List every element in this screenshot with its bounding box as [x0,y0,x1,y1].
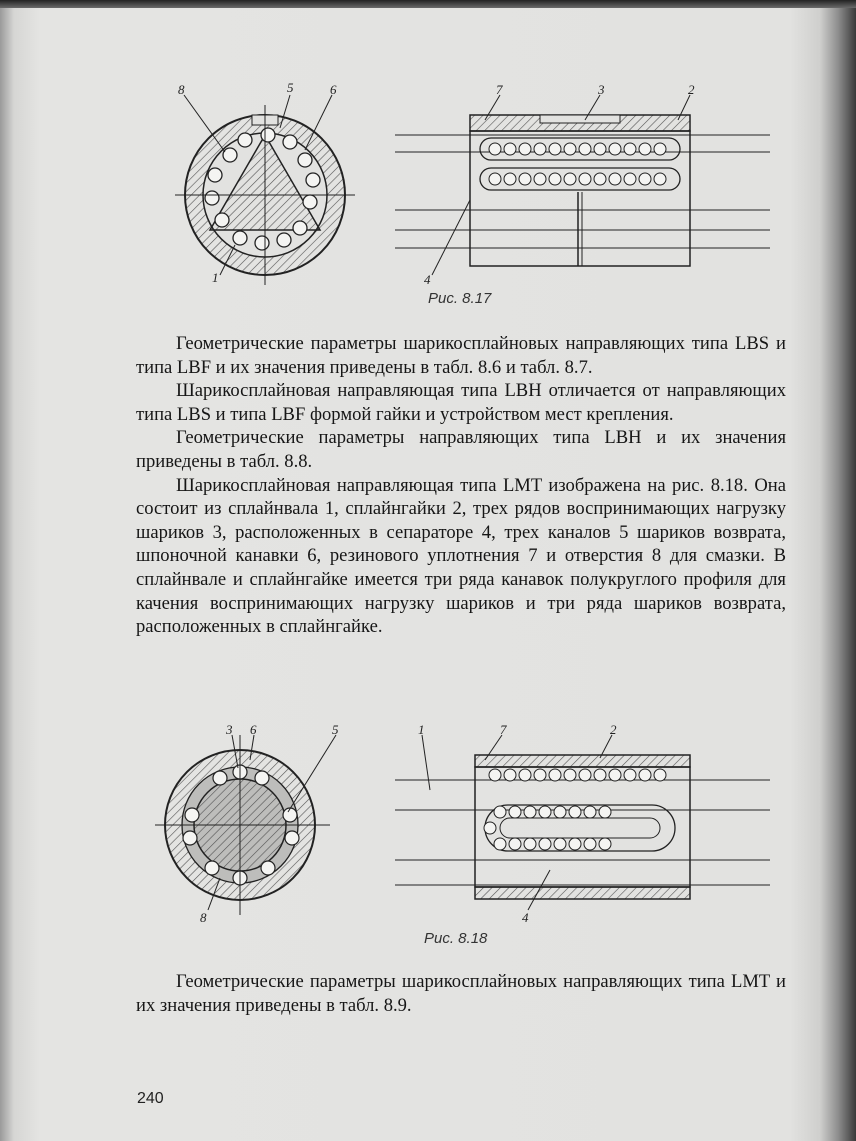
paragraph-4: Шарикосплайновая направляющая типа LMT изображена на рис. 8.18. Она состоит из сплайнвала 1, сплайнгайки 2, трех рядов воспринимающих нагрузку шариков 3, расположенных в сепараторе 4, трех каналов 5 шариков возврата, шпоночной канавки 6, резинового уплотнения 7 и отверстия 8 для смазки. В сплайнвале и сплайнгайке имеется три ряда канавок полукруглого профиля для качения воспринимающих нагрузку шариков и три ряда шариков возврата, расположенных в сплайнгайке. [136,474,786,638]
paragraph-5: Геометрические параметры шарикосплайновых направляющих типа LMT и их значения приведены в табл. 8.9. [136,971,786,1016]
callout-6: 6 [330,82,337,97]
cross-section-8-17 [175,80,355,285]
longitudinal-view-8-17 [395,82,770,287]
callout-3: 3 [598,82,605,97]
longitudinal-view-8-18 [395,722,770,925]
callout-4: 4 [522,910,529,925]
figure-caption-8-18: Рис. 8.18 [424,930,488,947]
callout-3: 3 [226,722,233,737]
figure-8-18-drawing [150,720,790,930]
callout-1: 1 [212,270,219,285]
paragraph-3: Геометрические параметры направляющих типа LBH и их значения приведены в табл. 8.8. [136,427,786,472]
callout-8: 8 [178,82,185,97]
callout-8: 8 [200,910,207,925]
callout-7: 7 [500,722,507,737]
figure-caption-8-17: Рис. 8.17 [428,290,492,307]
callout-5: 5 [332,722,339,737]
callout-4: 4 [424,272,431,287]
callout-7: 7 [496,82,503,97]
body-text-1 [136,332,786,639]
body-text-2 [136,970,786,1017]
figure-8-17-drawing [170,80,790,290]
paragraph-1: Геометрические параметры шарикосплайновых направляющих типа LBS и типа LBF и их значения приведены в табл. 8.6 и табл. 8.7. [136,333,786,378]
callout-5: 5 [287,80,294,95]
paragraph-2: Шарикосплайновая направляющая типа LBH отличается от направляющих типа LBS и типа LBF формой гайки и устройством мест крепления. [136,380,786,425]
cross-section-8-18 [155,722,339,925]
callout-1: 1 [418,722,425,737]
page-number: 240 [137,1090,164,1107]
callout-2: 2 [610,722,617,737]
callout-2: 2 [688,82,695,97]
callout-6: 6 [250,722,257,737]
